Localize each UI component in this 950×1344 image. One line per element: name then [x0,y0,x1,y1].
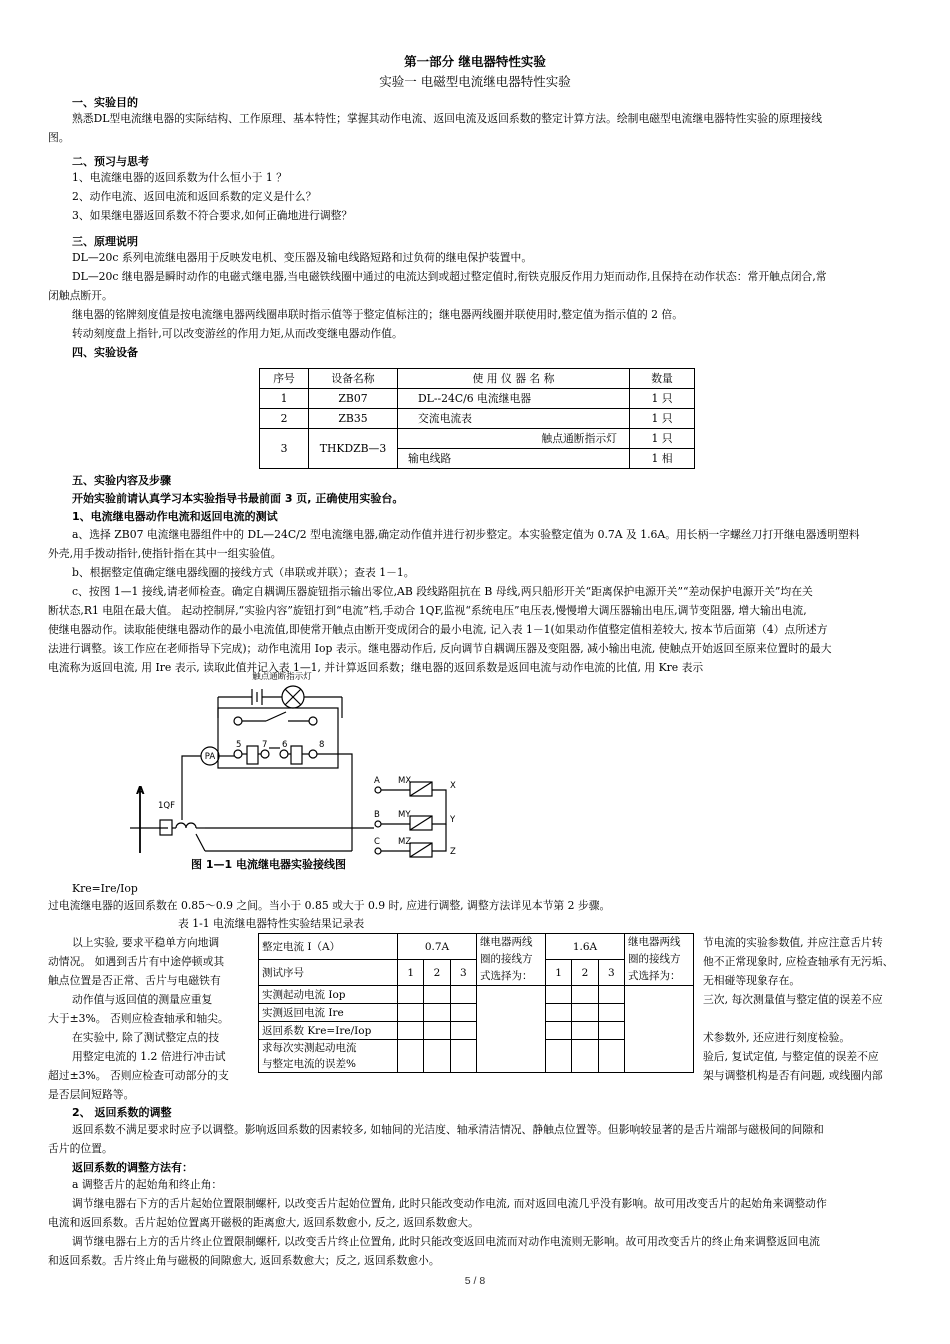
row-label: 与整定电流的误差% [262,1058,356,1070]
diagram-phase-a: A [374,776,380,786]
table-cell: 实测起动电流 Iop [259,986,398,1004]
formula-note: 过电流继电器的返回系数在 0.85～0.9 之间。当小于 0.85 或大于 0.9 时, 应进行调整, 调整方法详见本节第 2 步骤。 [48,899,611,912]
table-cell: 1 只 [630,389,695,409]
table-cell: 3 [260,429,309,469]
table-cell [450,986,476,1004]
right-col-line: 架与调整机构是否有问题, 或线圈内部 [703,1069,883,1082]
right-col-line: 节电流的实验参数值, 并应注意舌片转 [703,936,883,949]
diagram-mx: MX [398,776,412,786]
table-row [259,986,694,1004]
purpose-text: 熟悉DL型电流继电器的实际结构、工作原理、基本特性；掌握其动作电流、返回电流及返回系数的整定计算方法。绘制电磁型电流继电器特性实验的原理接线 [72,112,823,125]
left-col-line: 是否层间短路等。 [48,1088,135,1101]
left-col-line: 触点位置是否正常、舌片与电磁铁有 [48,974,221,987]
table-row [259,934,694,960]
diagram-terminal-8: 8 [319,740,325,750]
step-c-line2: 断状态,R1 电阻在最大值。 起动控制屏,“实验内容”旋钮打到“电流”档,手动合 1QF,监视“系统电压”电压表,慢慢增大调压器输出电压,调节变阻器, 增大输出电流, [48,604,807,617]
table-cell: 2 [424,960,450,986]
table-cell: 1 相 [630,449,695,469]
table-row [260,409,695,429]
experiment-title: 实验一 电磁型电流继电器特性实验 [379,74,571,89]
principle-p2: DL—20c 继电器是瞬时动作的电磁式继电器,当电磁铁线圈中通过的电流达到或超过整定值时,衔铁克服反作用力矩而动作,且保持在动作状态：常开触点闭合,常 [72,270,827,283]
table-cell [259,1040,398,1073]
step-a: a、选择 ZB07 电流继电器组件中的 DL—24C/2 型电流继电器,确定动作值并进行初步整定。本实验整定值为 0.7A 及 1.6A。用长柄一字螺丝刀打开继电器透明塑料 [72,528,860,541]
table-cell: 0.7A [398,934,477,960]
principle-p1: DL—20c 系列电流继电器用于反映发电机、变压器及输电线路短路和过负荷的继电保护装置中。 [72,251,533,264]
col-header: 设备名称 [309,369,398,389]
diagram-phase-c: C [374,837,380,847]
page-title: 第一部分 继电器特性实验 [404,54,546,69]
section-heading-procedure: 五、实验内容及步骤 [72,474,171,487]
table-row [260,429,695,449]
question-1: 1、电流继电器的返回系数为什么恒小于 1 ？ [72,171,287,184]
table-cell: 1.6A [545,934,624,960]
section-heading-preview: 二、预习与思考 [72,155,149,168]
procedure-notice: 开始实验前请认真学习本实验指导书最前面 3 页, 正确使用实验台。 [72,492,404,505]
formula: Kre=Ire/Iop [72,882,138,895]
record-table [258,933,694,1073]
step-c-line5: 电流称为返回电流, 用 Ire 表示, 读取此值并记入表 1—1, 并计算返回系数；继电器的返回系数是返回电流与动作电流的比值, 用 Kre 表示 [48,661,704,674]
diagram-x: X [450,781,456,791]
left-col-line: 超过±3%。 否则应检查可动部分的支 [48,1069,229,1082]
table-cell [398,986,424,1004]
adjust-m1-cont: 电流和返回系数。舌片起始位置离开磁极的距离愈大, 返回系数愈小, 反之, 返回系数愈大。 [48,1216,479,1229]
table-cell: 触点通断指示灯 [398,429,630,449]
table-cell [424,1004,450,1022]
table-cell: 输电线路 [398,449,630,469]
principle-p3: 继电器的铭牌刻度值是按电流继电器两线圈串联时指示值等于整定值标注的；继电器两线圈并联使用时,整定值为指示值的 2 倍。 [72,308,683,321]
table-cell: 继电器两线圈的接线方式选择为： [476,934,545,986]
table-cell [424,986,450,1004]
adjust-p1: 返回系数不满足要求时应予以调整。影响返回系数的因素较多, 如轴间的光洁度、轴承清洁情况、静触点位置等。但影响较显著的是舌片端部与磁极间的间隙和 [72,1123,824,1136]
table-cell [598,1004,624,1022]
table-cell [598,986,624,1004]
table-cell: 1 [260,389,309,409]
table-cell: 继电器两线圈的接线方式选择为： [625,934,694,986]
record-table-caption: 表 1-1 电流继电器特性实验结果记录表 [178,917,365,930]
table-cell [450,1004,476,1022]
table-cell [598,1040,624,1073]
right-col-line: 三次, 每次测量值与整定值的误差不应 [703,993,883,1006]
left-col-line: 用整定电流的 1.2 倍进行冲击试 [72,1050,226,1063]
diagram-my: MY [398,810,411,820]
table-cell [476,986,545,1073]
table-cell [598,1022,624,1040]
table-cell: 3 [450,960,476,986]
section-heading-equipment: 四、实验设备 [72,346,138,359]
table-cell [625,986,694,1073]
question-3: 3、如果继电器返回系数不符合要求,如何正确地进行调整？ [72,209,353,222]
table-cell: 1 [398,960,424,986]
adjust-method-a: a 调整舌片的起始角和终止角： [72,1178,223,1191]
table-cell [545,1004,571,1022]
adjust-method-heading: 返回系数的调整方法有： [72,1161,193,1174]
col-header: 数量 [630,369,695,389]
diagram-terminal-5: 5 [236,740,242,750]
left-col-line: 以上实验, 要求平稳单方向地调 [72,936,220,949]
table-cell [398,1022,424,1040]
diagram-phase-b: B [374,810,380,820]
diagram-ammeter-label: PA [204,752,216,762]
section-heading-principle: 三、原理说明 [72,235,138,248]
table-cell: 1 只 [630,409,695,429]
table-cell [572,986,598,1004]
wiring-diagram [110,668,470,868]
purpose-text-cont: 图。 [48,131,70,144]
right-col-line: 术参数外, 还应进行刻度检验。 [703,1031,851,1044]
row-label: 求每次实测起动电流 [262,1042,357,1054]
right-col-line: 无相碰等现象存在。 [703,974,801,987]
step-c-line4: 法进行调整。该工作应在老师指导下完成)；动作电流用 Iop 表示。继电器动作后, 反向调节自耦调压器及变阻器, 减小输出电流, 使触点开始返回至原来位置时的最大 [48,642,832,655]
table-cell [398,1040,424,1073]
table-row [260,389,695,409]
table-cell [572,1022,598,1040]
table-cell: DL--24C/6 电流继电器 [398,389,630,409]
table-header-row [260,369,695,389]
col-header: 使 用 仪 器 名 称 [398,369,630,389]
adjust-m2-cont: 和返回系数。舌片终止角与磁极的间隙愈大, 返回系数愈大；反之, 返回系数愈小。 [48,1254,440,1267]
table-cell [545,1022,571,1040]
right-col-line: 验后, 复试定值, 与整定值的误差不应 [703,1050,879,1063]
diagram-bus-label: A [136,784,145,797]
page-number: 5 / 8 [464,1275,486,1287]
table-cell: 1 [545,960,571,986]
right-col-line: 他不正常现象时, 应检查轴承有无污垢、 [703,955,894,968]
subsection-heading-1: 1、电流继电器动作电流和返回电流的测试 [72,510,278,523]
table-cell [424,1040,450,1073]
diagram-lamp-label: 触点通断指示灯 [252,672,312,682]
diagram-y: Y [450,815,456,825]
step-b: b、根据整定值确定继电器线圈的接线方式（串联或并联）；查表 1－1。 [72,566,415,579]
table-cell [545,986,571,1004]
diagram-mz: MZ [398,837,412,847]
section-heading-purpose: 一、实验目的 [72,96,138,109]
table-cell [398,1004,424,1022]
left-col-line: 动作值与返回值的测量应重复 [72,993,213,1006]
table-cell [572,1004,598,1022]
left-col-line: 大于±3%。 否则应检查轴承和轴尖。 [48,1012,229,1025]
table-cell [424,1022,450,1040]
diagram-terminal-6: 6 [282,740,288,750]
table-cell: 交流电流表 [398,409,630,429]
table-cell: 2 [260,409,309,429]
subsection-heading-2: 2、 返回系数的调整 [72,1106,172,1119]
table-cell: 1 只 [630,429,695,449]
question-2: 2、动作电流、返回电流和返回系数的定义是什么？ [72,190,317,203]
table-cell [545,1040,571,1073]
col-header: 序号 [260,369,309,389]
step-c-line3: 使继电器动作。读取能使继电器动作的最小电流值,即使常开触点由断开变成闭合的最小电流, 记入表 1－1(如果动作值整定值相差较大, 按本节后面第（4）点所述方 [48,623,828,636]
table-cell: THKDZB—3 [309,429,398,469]
table-cell [450,1040,476,1073]
table-cell: 返回系数 Kre=Ire/Iop [259,1022,398,1040]
step-a-cont: 外壳,用手拨动指针,使指针指在其中一组实验值。 [48,547,282,560]
adjust-m1: 调节继电器右下方的舌片起始位置限制螺杆, 以改变舌片起始位置角, 此时只能改变动作电流, 而对返回电流几乎没有影响。故可用改变舌片的起始角来调整动作 [72,1197,827,1210]
table-cell [450,1022,476,1040]
equipment-table [259,368,695,469]
step-c: c、按图 1—1 接线,请老师检查。确定自耦调压器旋钮指示输出零位,AB 段线路阻抗在 B 母线,两只船形开关“距离保护电源开关”“差动保护电源开关”均在关 [72,585,813,598]
table-cell: ZB35 [309,409,398,429]
table-cell [572,1040,598,1073]
adjust-m2: 调节继电器右上方的舌片终止位置限制螺杆, 以改变舌片终止位置角, 此时只能改变返回电流而对动作电流则无影响。故可用改变舌片的终止角来调整返回电流 [72,1235,820,1248]
diagram-breaker-label: 1QF [158,801,175,811]
table-cell: 测试序号 [259,960,398,986]
left-col-line: 动情况。 如遇到舌片有中途停顿或其 [48,955,225,968]
diagram-terminal-7: 7 [262,740,268,750]
left-col-line: 在实验中, 除了测试整定点的技 [72,1031,220,1044]
table-cell: 3 [598,960,624,986]
diagram-caption: 图 1—1 电流继电器实验接线图 [191,858,346,871]
principle-p4: 转动刻度盘上指针,可以改变游丝的作用力矩,从而改变继电器动作值。 [72,327,403,340]
adjust-p1-cont: 舌片的位置。 [48,1142,113,1155]
diagram-z: Z [450,847,456,857]
principle-p2-cont: 闭触点断开。 [48,289,113,302]
table-cell: 2 [572,960,598,986]
table-cell: 实测返回电流 Ire [259,1004,398,1022]
table-cell: 整定电流 I（A） [259,934,398,960]
table-cell: ZB07 [309,389,398,409]
